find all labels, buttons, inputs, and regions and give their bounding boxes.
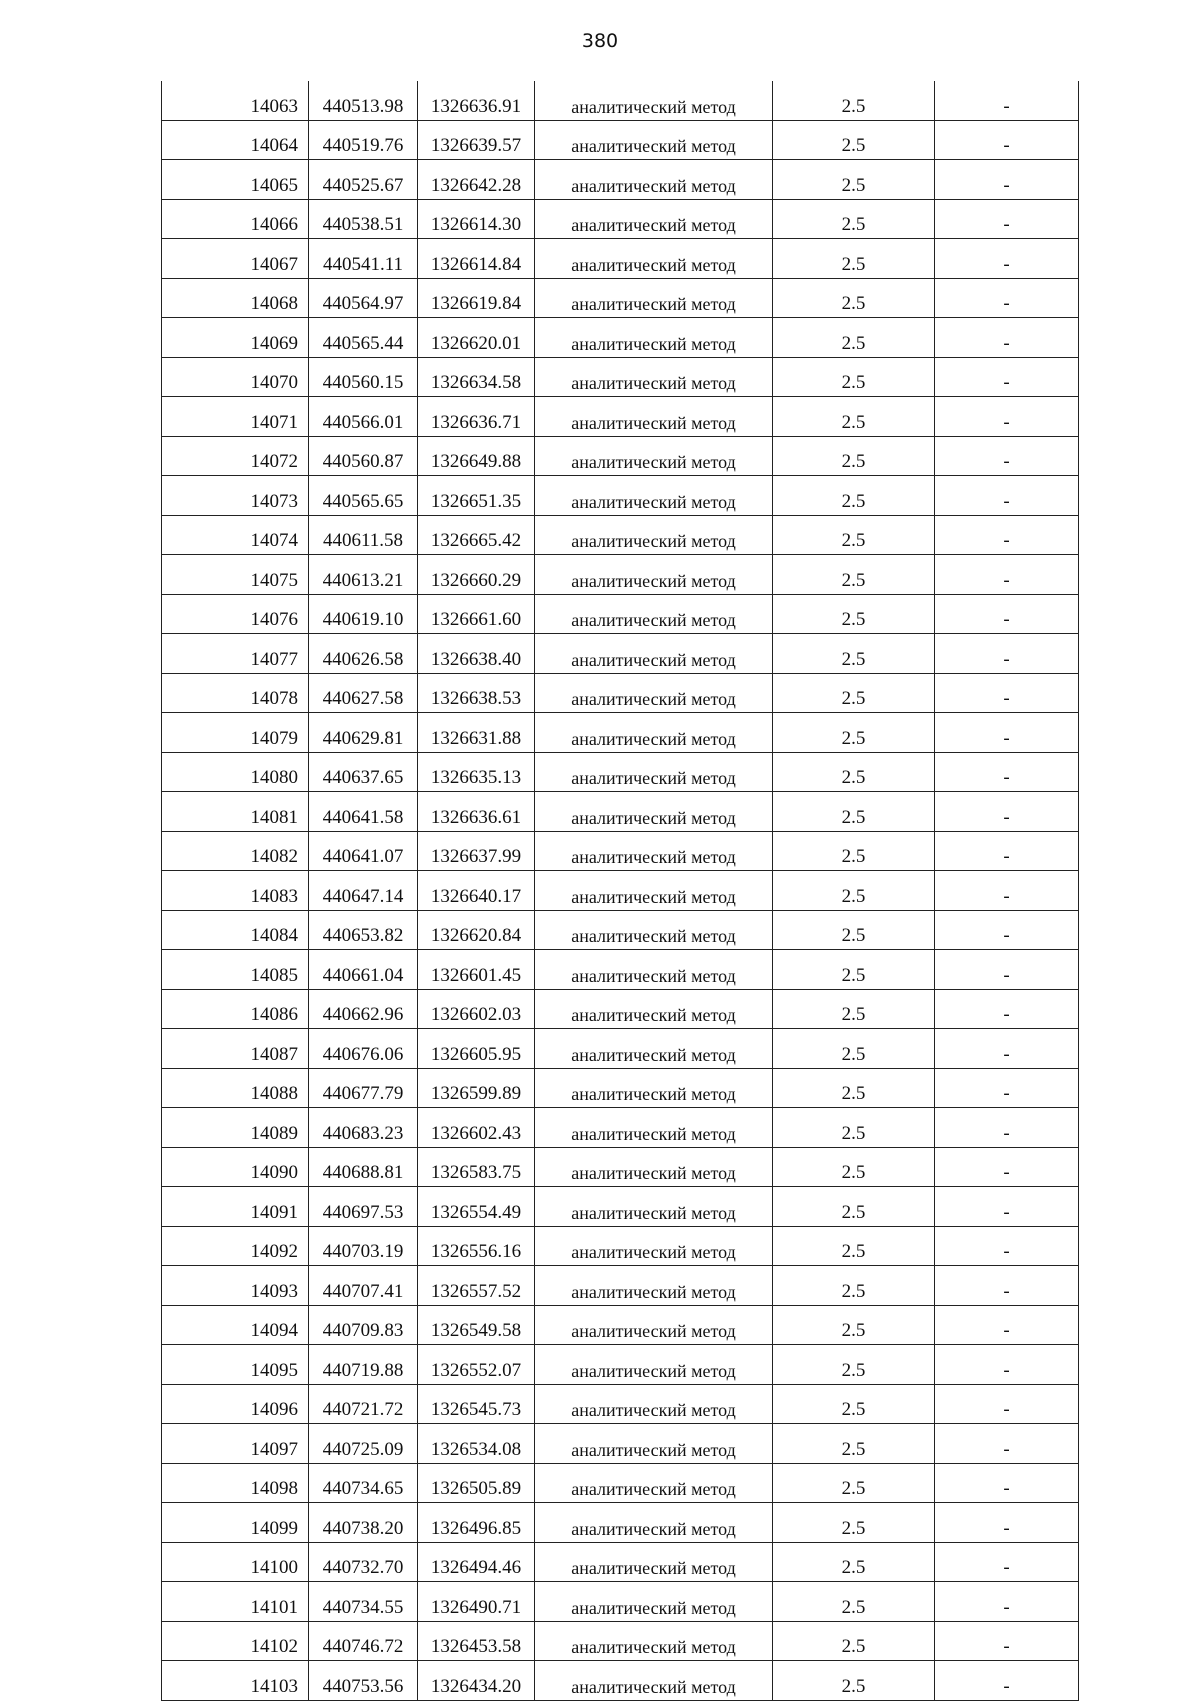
note-cell: - [935,1266,1079,1306]
x-coordinate-cell: 440753.56 [309,1661,418,1701]
accuracy-cell: 2.5 [773,1384,935,1424]
y-coordinate-cell: 1326605.95 [418,1029,535,1069]
y-coordinate-cell: 1326661.60 [418,594,535,634]
point-number-cell: 14080 [162,752,309,792]
accuracy-cell: 2.5 [773,950,935,990]
table-row [162,634,1079,674]
x-coordinate-cell: 440566.01 [309,397,418,437]
table-row [162,910,1079,950]
table-row [162,871,1079,911]
x-coordinate-cell: 440611.58 [309,515,418,555]
method-cell: аналитический метод [535,1226,773,1266]
note-cell: - [935,1029,1079,1069]
method-cell: аналитический метод [535,1503,773,1543]
method-cell: аналитический метод [535,713,773,753]
table-row [162,1187,1079,1227]
accuracy-cell: 2.5 [773,1068,935,1108]
note-cell: - [935,1108,1079,1148]
accuracy-cell: 2.5 [773,871,935,911]
note-cell: - [935,752,1079,792]
y-coordinate-cell: 1326453.58 [418,1621,535,1661]
method-cell: аналитический метод [535,1305,773,1345]
y-coordinate-cell: 1326636.91 [418,81,535,120]
point-number-cell: 14081 [162,792,309,832]
accuracy-cell: 2.5 [773,910,935,950]
y-coordinate-cell: 1326614.84 [418,239,535,279]
table-row [162,1266,1079,1306]
y-coordinate-cell: 1326554.49 [418,1187,535,1227]
accuracy-cell: 2.5 [773,1266,935,1306]
note-cell: - [935,199,1079,239]
x-coordinate-cell: 440719.88 [309,1345,418,1385]
point-number-cell: 14082 [162,831,309,871]
table-row [162,278,1079,318]
table-row [162,1424,1079,1464]
table-row [162,318,1079,358]
note-cell: - [935,1384,1079,1424]
note-cell: - [935,120,1079,160]
x-coordinate-cell: 440677.79 [309,1068,418,1108]
note-cell: - [935,436,1079,476]
accuracy-cell: 2.5 [773,1463,935,1503]
x-coordinate-cell: 440697.53 [309,1187,418,1227]
point-number-cell: 14067 [162,239,309,279]
x-coordinate-cell: 440519.76 [309,120,418,160]
point-number-cell: 14075 [162,555,309,595]
accuracy-cell: 2.5 [773,1029,935,1069]
table-row [162,1068,1079,1108]
note-cell: - [935,1424,1079,1464]
accuracy-cell: 2.5 [773,752,935,792]
accuracy-cell: 2.5 [773,357,935,397]
x-coordinate-cell: 440647.14 [309,871,418,911]
y-coordinate-cell: 1326638.40 [418,634,535,674]
point-number-cell: 14083 [162,871,309,911]
accuracy-cell: 2.5 [773,1305,935,1345]
method-cell: аналитический метод [535,1582,773,1622]
y-coordinate-cell: 1326552.07 [418,1345,535,1385]
x-coordinate-cell: 440738.20 [309,1503,418,1543]
point-number-cell: 14068 [162,278,309,318]
y-coordinate-cell: 1326649.88 [418,436,535,476]
x-coordinate-cell: 440683.23 [309,1108,418,1148]
point-number-cell: 14089 [162,1108,309,1148]
accuracy-cell: 2.5 [773,673,935,713]
x-coordinate-cell: 440641.58 [309,792,418,832]
point-number-cell: 14065 [162,160,309,200]
method-cell: аналитический метод [535,357,773,397]
point-number-cell: 14097 [162,1424,309,1464]
table-row [162,792,1079,832]
y-coordinate-cell: 1326556.16 [418,1226,535,1266]
method-cell: аналитический метод [535,1424,773,1464]
x-coordinate-cell: 440629.81 [309,713,418,753]
method-cell: аналитический метод [535,1068,773,1108]
y-coordinate-cell: 1326601.45 [418,950,535,990]
method-cell: аналитический метод [535,871,773,911]
y-coordinate-cell: 1326549.58 [418,1305,535,1345]
x-coordinate-cell: 440560.87 [309,436,418,476]
x-coordinate-cell: 440613.21 [309,555,418,595]
method-cell: аналитический метод [535,1542,773,1582]
note-cell: - [935,831,1079,871]
table-row [162,752,1079,792]
accuracy-cell: 2.5 [773,239,935,279]
note-cell: - [935,989,1079,1029]
point-number-cell: 14090 [162,1147,309,1187]
point-number-cell: 14076 [162,594,309,634]
method-cell: аналитический метод [535,594,773,634]
coordinates-table [161,81,1079,1701]
x-coordinate-cell: 440560.15 [309,357,418,397]
y-coordinate-cell: 1326583.75 [418,1147,535,1187]
note-cell: - [935,160,1079,200]
table-row [162,1029,1079,1069]
method-cell: аналитический метод [535,1384,773,1424]
table-row [162,831,1079,871]
table-row [162,673,1079,713]
table-row [162,357,1079,397]
point-number-cell: 14078 [162,673,309,713]
table-row [162,239,1079,279]
method-cell: аналитический метод [535,1147,773,1187]
note-cell: - [935,318,1079,358]
y-coordinate-cell: 1326619.84 [418,278,535,318]
note-cell: - [935,397,1079,437]
x-coordinate-cell: 440565.44 [309,318,418,358]
point-number-cell: 14079 [162,713,309,753]
method-cell: аналитический метод [535,318,773,358]
table-row [162,120,1079,160]
table-row [162,476,1079,516]
y-coordinate-cell: 1326640.17 [418,871,535,911]
point-number-cell: 14074 [162,515,309,555]
point-number-cell: 14071 [162,397,309,437]
point-number-cell: 14092 [162,1226,309,1266]
note-cell: - [935,1503,1079,1543]
table-row [162,594,1079,634]
page-number: 380 [581,30,619,52]
method-cell: аналитический метод [535,792,773,832]
y-coordinate-cell: 1326631.88 [418,713,535,753]
accuracy-cell: 2.5 [773,436,935,476]
method-cell: аналитический метод [535,515,773,555]
note-cell: - [935,357,1079,397]
accuracy-cell: 2.5 [773,1582,935,1622]
point-number-cell: 14095 [162,1345,309,1385]
accuracy-cell: 2.5 [773,397,935,437]
x-coordinate-cell: 440541.11 [309,239,418,279]
table-row [162,1384,1079,1424]
point-number-cell: 14102 [162,1621,309,1661]
method-cell: аналитический метод [535,81,773,120]
y-coordinate-cell: 1326639.57 [418,120,535,160]
table-row [162,1226,1079,1266]
y-coordinate-cell: 1326494.46 [418,1542,535,1582]
x-coordinate-cell: 440709.83 [309,1305,418,1345]
x-coordinate-cell: 440538.51 [309,199,418,239]
method-cell: аналитический метод [535,1621,773,1661]
x-coordinate-cell: 440662.96 [309,989,418,1029]
x-coordinate-cell: 440746.72 [309,1621,418,1661]
method-cell: аналитический метод [535,950,773,990]
point-number-cell: 14096 [162,1384,309,1424]
x-coordinate-cell: 440637.65 [309,752,418,792]
y-coordinate-cell: 1326545.73 [418,1384,535,1424]
y-coordinate-cell: 1326634.58 [418,357,535,397]
x-coordinate-cell: 440734.65 [309,1463,418,1503]
note-cell: - [935,1463,1079,1503]
accuracy-cell: 2.5 [773,476,935,516]
method-cell: аналитический метод [535,1029,773,1069]
accuracy-cell: 2.5 [773,1424,935,1464]
point-number-cell: 14063 [162,81,309,120]
coordinates-table-body [162,81,1079,1700]
method-cell: аналитический метод [535,555,773,595]
accuracy-cell: 2.5 [773,120,935,160]
y-coordinate-cell: 1326557.52 [418,1266,535,1306]
method-cell: аналитический метод [535,120,773,160]
table-row [162,1621,1079,1661]
x-coordinate-cell: 440653.82 [309,910,418,950]
note-cell: - [935,1187,1079,1227]
note-cell: - [935,673,1079,713]
point-number-cell: 14086 [162,989,309,1029]
method-cell: аналитический метод [535,1187,773,1227]
x-coordinate-cell: 440525.67 [309,160,418,200]
note-cell: - [935,594,1079,634]
table-row [162,950,1079,990]
note-cell: - [935,1226,1079,1266]
x-coordinate-cell: 440703.19 [309,1226,418,1266]
table-row [162,1305,1079,1345]
x-coordinate-cell: 440725.09 [309,1424,418,1464]
x-coordinate-cell: 440619.10 [309,594,418,634]
method-cell: аналитический метод [535,436,773,476]
method-cell: аналитический метод [535,160,773,200]
x-coordinate-cell: 440564.97 [309,278,418,318]
point-number-cell: 14085 [162,950,309,990]
point-number-cell: 14084 [162,910,309,950]
accuracy-cell: 2.5 [773,1226,935,1266]
y-coordinate-cell: 1326620.84 [418,910,535,950]
table-row [162,1661,1079,1701]
table-row [162,81,1079,120]
x-coordinate-cell: 440641.07 [309,831,418,871]
note-cell: - [935,1068,1079,1108]
method-cell: аналитический метод [535,910,773,950]
accuracy-cell: 2.5 [773,1108,935,1148]
table-row [162,1463,1079,1503]
method-cell: аналитический метод [535,752,773,792]
method-cell: аналитический метод [535,476,773,516]
method-cell: аналитический метод [535,397,773,437]
y-coordinate-cell: 1326638.53 [418,673,535,713]
note-cell: - [935,1345,1079,1385]
point-number-cell: 14069 [162,318,309,358]
method-cell: аналитический метод [535,239,773,279]
y-coordinate-cell: 1326651.35 [418,476,535,516]
accuracy-cell: 2.5 [773,1542,935,1582]
x-coordinate-cell: 440627.58 [309,673,418,713]
note-cell: - [935,555,1079,595]
note-cell: - [935,792,1079,832]
accuracy-cell: 2.5 [773,555,935,595]
note-cell: - [935,1661,1079,1701]
point-number-cell: 14077 [162,634,309,674]
table-row [162,515,1079,555]
table-row [162,555,1079,595]
y-coordinate-cell: 1326660.29 [418,555,535,595]
method-cell: аналитический метод [535,673,773,713]
accuracy-cell: 2.5 [773,594,935,634]
point-number-cell: 14094 [162,1305,309,1345]
accuracy-cell: 2.5 [773,199,935,239]
accuracy-cell: 2.5 [773,318,935,358]
point-number-cell: 14087 [162,1029,309,1069]
method-cell: аналитический метод [535,1661,773,1701]
x-coordinate-cell: 440626.58 [309,634,418,674]
accuracy-cell: 2.5 [773,1621,935,1661]
x-coordinate-cell: 440707.41 [309,1266,418,1306]
point-number-cell: 14100 [162,1542,309,1582]
y-coordinate-cell: 1326635.13 [418,752,535,792]
x-coordinate-cell: 440734.55 [309,1582,418,1622]
accuracy-cell: 2.5 [773,160,935,200]
table-row [162,1108,1079,1148]
x-coordinate-cell: 440676.06 [309,1029,418,1069]
y-coordinate-cell: 1326434.20 [418,1661,535,1701]
accuracy-cell: 2.5 [773,1147,935,1187]
x-coordinate-cell: 440732.70 [309,1542,418,1582]
note-cell: - [935,1147,1079,1187]
note-cell: - [935,871,1079,911]
method-cell: аналитический метод [535,1108,773,1148]
y-coordinate-cell: 1326496.85 [418,1503,535,1543]
point-number-cell: 14099 [162,1503,309,1543]
point-number-cell: 14103 [162,1661,309,1701]
accuracy-cell: 2.5 [773,634,935,674]
method-cell: аналитический метод [535,989,773,1029]
y-coordinate-cell: 1326665.42 [418,515,535,555]
table-row [162,1345,1079,1385]
y-coordinate-cell: 1326505.89 [418,1463,535,1503]
note-cell: - [935,278,1079,318]
note-cell: - [935,1582,1079,1622]
method-cell: аналитический метод [535,1463,773,1503]
y-coordinate-cell: 1326637.99 [418,831,535,871]
note-cell: - [935,81,1079,120]
table-row [162,160,1079,200]
y-coordinate-cell: 1326599.89 [418,1068,535,1108]
accuracy-cell: 2.5 [773,81,935,120]
accuracy-cell: 2.5 [773,1503,935,1543]
y-coordinate-cell: 1326534.08 [418,1424,535,1464]
note-cell: - [935,713,1079,753]
y-coordinate-cell: 1326636.61 [418,792,535,832]
y-coordinate-cell: 1326636.71 [418,397,535,437]
y-coordinate-cell: 1326602.43 [418,1108,535,1148]
method-cell: аналитический метод [535,634,773,674]
point-number-cell: 14066 [162,199,309,239]
table-row [162,1542,1079,1582]
table-row [162,989,1079,1029]
point-number-cell: 14101 [162,1582,309,1622]
x-coordinate-cell: 440565.65 [309,476,418,516]
note-cell: - [935,1305,1079,1345]
note-cell: - [935,950,1079,990]
table-row [162,1503,1079,1543]
table-row [162,713,1079,753]
accuracy-cell: 2.5 [773,792,935,832]
note-cell: - [935,239,1079,279]
note-cell: - [935,515,1079,555]
accuracy-cell: 2.5 [773,278,935,318]
method-cell: аналитический метод [535,278,773,318]
note-cell: - [935,1542,1079,1582]
accuracy-cell: 2.5 [773,831,935,871]
point-number-cell: 14093 [162,1266,309,1306]
table-row [162,1147,1079,1187]
accuracy-cell: 2.5 [773,1661,935,1701]
point-number-cell: 14072 [162,436,309,476]
accuracy-cell: 2.5 [773,713,935,753]
method-cell: аналитический метод [535,1266,773,1306]
accuracy-cell: 2.5 [773,1345,935,1385]
y-coordinate-cell: 1326490.71 [418,1582,535,1622]
y-coordinate-cell: 1326620.01 [418,318,535,358]
method-cell: аналитический метод [535,199,773,239]
x-coordinate-cell: 440688.81 [309,1147,418,1187]
point-number-cell: 14088 [162,1068,309,1108]
table-row [162,1582,1079,1622]
point-number-cell: 14070 [162,357,309,397]
note-cell: - [935,634,1079,674]
y-coordinate-cell: 1326642.28 [418,160,535,200]
y-coordinate-cell: 1326614.30 [418,199,535,239]
method-cell: аналитический метод [535,831,773,871]
x-coordinate-cell: 440721.72 [309,1384,418,1424]
method-cell: аналитический метод [535,1345,773,1385]
table-row [162,397,1079,437]
point-number-cell: 14091 [162,1187,309,1227]
point-number-cell: 14098 [162,1463,309,1503]
table-row [162,199,1079,239]
accuracy-cell: 2.5 [773,989,935,1029]
point-number-cell: 14064 [162,120,309,160]
x-coordinate-cell: 440661.04 [309,950,418,990]
accuracy-cell: 2.5 [773,1187,935,1227]
note-cell: - [935,910,1079,950]
point-number-cell: 14073 [162,476,309,516]
y-coordinate-cell: 1326602.03 [418,989,535,1029]
note-cell: - [935,1621,1079,1661]
x-coordinate-cell: 440513.98 [309,81,418,120]
note-cell: - [935,476,1079,516]
accuracy-cell: 2.5 [773,515,935,555]
table-row [162,436,1079,476]
